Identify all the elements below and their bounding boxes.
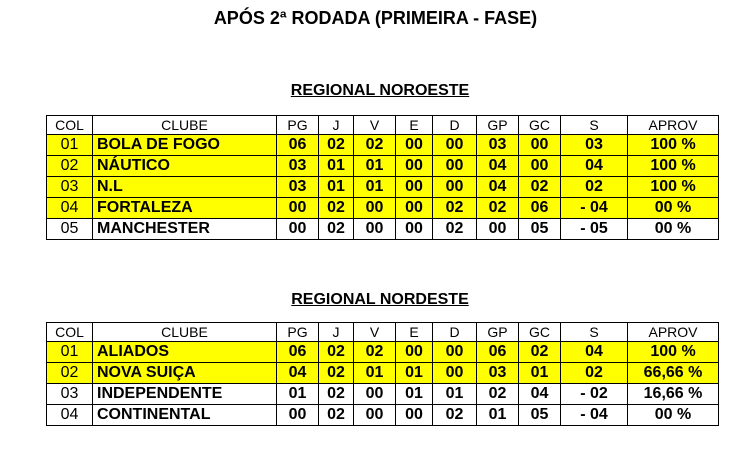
cell-gp: 01 <box>477 405 519 426</box>
cell-e: 00 <box>396 156 433 177</box>
cell-e: 00 <box>396 219 433 240</box>
cell-club: NÁUTICO <box>93 156 277 177</box>
cell-gc: 05 <box>519 405 561 426</box>
column-header-col: COL <box>47 323 93 342</box>
cell-j: 02 <box>319 135 354 156</box>
cell-j: 02 <box>319 342 354 363</box>
cell-aprov: 66,66 % <box>628 363 719 384</box>
cell-col: 02 <box>47 156 93 177</box>
cell-d: 02 <box>433 198 477 219</box>
cell-s: - 04 <box>561 198 628 219</box>
cell-aprov: 00 % <box>628 405 719 426</box>
cell-s: 02 <box>561 363 628 384</box>
column-header-club: CLUBE <box>93 116 277 135</box>
column-header-gc: GC <box>519 323 561 342</box>
cell-gc: 02 <box>519 342 561 363</box>
cell-e: 00 <box>396 342 433 363</box>
cell-club: FORTALEZA <box>93 198 277 219</box>
cell-gc: 00 <box>519 135 561 156</box>
column-header-pg: PG <box>277 116 319 135</box>
table-row <box>47 219 719 240</box>
cell-pg: 00 <box>277 198 319 219</box>
cell-j: 02 <box>319 405 354 426</box>
cell-v: 00 <box>354 384 396 405</box>
column-header-club: CLUBE <box>93 323 277 342</box>
cell-col: 02 <box>47 363 93 384</box>
cell-j: 01 <box>319 156 354 177</box>
table-row <box>47 198 719 219</box>
cell-aprov: 16,66 % <box>628 384 719 405</box>
column-header-col: COL <box>47 116 93 135</box>
cell-aprov: 00 % <box>628 198 719 219</box>
section-title-nordeste: REGIONAL NORDESTE <box>291 291 469 308</box>
cell-j: 02 <box>319 363 354 384</box>
cell-pg: 00 <box>277 219 319 240</box>
cell-club: ALIADOS <box>93 342 277 363</box>
cell-gp: 03 <box>477 135 519 156</box>
cell-s: 03 <box>561 135 628 156</box>
cell-pg: 04 <box>277 363 319 384</box>
page-title: APÓS 2ª RODADA (PRIMEIRA - FASE) <box>213 8 538 28</box>
table-row <box>47 135 719 156</box>
cell-gc: 02 <box>519 177 561 198</box>
cell-gp: 02 <box>477 384 519 405</box>
cell-club: BOLA DE FOGO <box>93 135 277 156</box>
cell-e: 00 <box>396 135 433 156</box>
cell-col: 05 <box>47 219 93 240</box>
column-header-j: J <box>319 323 354 342</box>
cell-gp: 04 <box>477 177 519 198</box>
cell-v: 01 <box>354 177 396 198</box>
cell-pg: 03 <box>277 177 319 198</box>
table-row <box>47 156 719 177</box>
cell-club: CONTINENTAL <box>93 405 277 426</box>
section-title-noroeste: REGIONAL NOROESTE <box>290 82 470 99</box>
cell-gp: 02 <box>477 198 519 219</box>
cell-gp: 03 <box>477 363 519 384</box>
cell-aprov: 00 % <box>628 219 719 240</box>
cell-pg: 06 <box>277 342 319 363</box>
standings-table-noroeste <box>46 115 719 240</box>
column-header-s: S <box>561 323 628 342</box>
column-header-aprov: APROV <box>628 116 719 135</box>
cell-d: 00 <box>433 177 477 198</box>
cell-d: 00 <box>433 156 477 177</box>
cell-v: 00 <box>354 198 396 219</box>
cell-e: 01 <box>396 384 433 405</box>
cell-v: 00 <box>354 405 396 426</box>
column-header-pg: PG <box>277 323 319 342</box>
header-row <box>47 116 719 135</box>
cell-pg: 01 <box>277 384 319 405</box>
cell-club: N.L <box>93 177 277 198</box>
column-header-v: V <box>354 323 396 342</box>
cell-gc: 01 <box>519 363 561 384</box>
cell-gc: 06 <box>519 198 561 219</box>
cell-s: - 05 <box>561 219 628 240</box>
cell-s: 04 <box>561 342 628 363</box>
cell-e: 01 <box>396 363 433 384</box>
cell-aprov: 100 % <box>628 342 719 363</box>
standings-table-nordeste <box>46 322 719 426</box>
cell-col: 01 <box>47 135 93 156</box>
cell-pg: 03 <box>277 156 319 177</box>
cell-gc: 00 <box>519 156 561 177</box>
column-header-gp: GP <box>477 323 519 342</box>
cell-j: 02 <box>319 219 354 240</box>
cell-e: 00 <box>396 177 433 198</box>
cell-v: 01 <box>354 156 396 177</box>
cell-v: 02 <box>354 135 396 156</box>
cell-s: 04 <box>561 156 628 177</box>
table-row <box>47 363 719 384</box>
table-row <box>47 405 719 426</box>
cell-aprov: 100 % <box>628 177 719 198</box>
cell-club: NOVA SUIÇA <box>93 363 277 384</box>
cell-col: 04 <box>47 405 93 426</box>
column-header-e: E <box>396 116 433 135</box>
cell-gc: 05 <box>519 219 561 240</box>
cell-s: - 02 <box>561 384 628 405</box>
cell-d: 02 <box>433 219 477 240</box>
cell-col: 03 <box>47 384 93 405</box>
cell-v: 00 <box>354 219 396 240</box>
cell-s: 02 <box>561 177 628 198</box>
column-header-d: D <box>433 116 477 135</box>
cell-d: 00 <box>433 363 477 384</box>
cell-j: 02 <box>319 384 354 405</box>
cell-v: 01 <box>354 363 396 384</box>
cell-col: 03 <box>47 177 93 198</box>
cell-col: 01 <box>47 342 93 363</box>
table-row <box>47 342 719 363</box>
cell-club: INDEPENDENTE <box>93 384 277 405</box>
cell-gc: 04 <box>519 384 561 405</box>
cell-v: 02 <box>354 342 396 363</box>
column-header-j: J <box>319 116 354 135</box>
cell-j: 02 <box>319 198 354 219</box>
column-header-s: S <box>561 116 628 135</box>
cell-aprov: 100 % <box>628 156 719 177</box>
cell-e: 00 <box>396 198 433 219</box>
column-header-e: E <box>396 323 433 342</box>
column-header-gp: GP <box>477 116 519 135</box>
cell-pg: 06 <box>277 135 319 156</box>
column-header-aprov: APROV <box>628 323 719 342</box>
cell-gp: 04 <box>477 156 519 177</box>
column-header-d: D <box>433 323 477 342</box>
cell-aprov: 100 % <box>628 135 719 156</box>
table-row <box>47 177 719 198</box>
cell-d: 00 <box>433 135 477 156</box>
cell-d: 02 <box>433 405 477 426</box>
column-header-v: V <box>354 116 396 135</box>
cell-col: 04 <box>47 198 93 219</box>
cell-gp: 06 <box>477 342 519 363</box>
header-row <box>47 323 719 342</box>
column-header-gc: GC <box>519 116 561 135</box>
cell-d: 00 <box>433 342 477 363</box>
table-row <box>47 384 719 405</box>
cell-s: - 04 <box>561 405 628 426</box>
cell-pg: 00 <box>277 405 319 426</box>
cell-d: 01 <box>433 384 477 405</box>
cell-j: 01 <box>319 177 354 198</box>
cell-club: MANCHESTER <box>93 219 277 240</box>
cell-gp: 00 <box>477 219 519 240</box>
cell-e: 00 <box>396 405 433 426</box>
